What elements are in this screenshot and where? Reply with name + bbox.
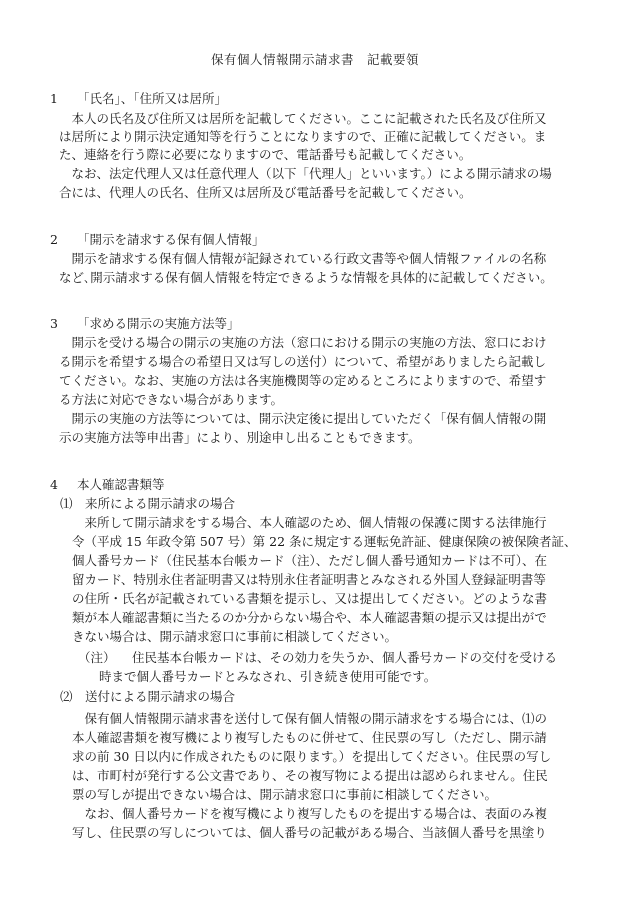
section-1-line: 合には、代理人の氏名、住所又は居所及び電話番号を記載してください。 [59, 185, 472, 200]
subsection-2-line: 保有個人情報開示請求書を送付して保有個人情報の開示請求をする場合には、⑴の [72, 711, 548, 726]
subsection-1-marker: ⑴ [60, 496, 73, 511]
subsection-2-marker: ⑵ [60, 689, 73, 704]
subsection-1-heading: 来所による開示請求の場合 [85, 496, 236, 511]
section-1-line: は居所により開示決定通知等を行うことになりますので、正確に記載してください。ま [59, 129, 547, 144]
section-1-line: なお、法定代理人又は任意代理人（以下「代理人」といいます。）による開示請求の場 [59, 166, 552, 181]
subsection-2-line: 票の写しが提出できない場合は、開示請求窓口に事前に相談してください。 [72, 787, 498, 802]
section-1-line: た、連絡を行う際に必要になりますので、電話番号も記載してください。 [59, 147, 472, 162]
section-3-line: る方法に対応できない場合があります。 [59, 392, 284, 407]
section-1-heading: 「氏名」、「住所又は居所」 [77, 91, 228, 106]
note-label: （注） [78, 650, 116, 665]
subsection-2-line: は、市町村が発行する公文書であり、その複写物による提出は認められません。住民 [72, 768, 548, 783]
note-line: 時まで個人番号カードとみなされ、引き続き使用可能です。 [99, 669, 437, 684]
section-3-line: 開示を受ける場合の開示の実施の方法（窓口における開示の実施の方法、窓口におけ [59, 335, 547, 350]
section-1-line: 本人の氏名及び住所又は居所を記載してください。ここに記載された氏名及び住所又 [59, 111, 547, 126]
subsection-1-line: 類が本人確認書類に当たるのか分からない場合や、本人確認書類の提示又は提出がで [72, 610, 547, 625]
section-3-line: る開示を希望する場合の希望日又は写しの送付）について、希望がありましたら記載し [59, 354, 547, 369]
section-3-line: てください。なお、実施の方法は各実施機関等の定めるところによりますので、希望す [59, 373, 547, 388]
subsection-2-line: 写し、住民票の写しについては、個人番号の記載がある場合、当該個人番号を黒塗り [72, 825, 547, 840]
subsection-2-heading: 送付による開示請求の場合 [85, 689, 236, 704]
section-2-line: など､開示請求する保有個人情報を特定できるような情報を具体的に記載してください。 [59, 270, 553, 285]
section-3-heading: 「求める開示の実施方法等」 [77, 316, 240, 331]
subsection-2-line: 本人確認書類を複写機により複写したものに併せて、住民票の写し（ただし、開示請 [72, 730, 547, 745]
document-title: 保有個人情報開示請求書 記載要領 [210, 52, 419, 67]
subsection-2-line: なお、個人番号カードを複写機により複写したものを提出する場合は、表面のみ複 [72, 806, 548, 821]
subsection-1-line: 令（平成 15 年政令第 507 号）第 22 条に規定する運転免許証、健康保険の被保険者証、 [72, 534, 577, 549]
section-3-line: 開示の実施の方法等については、開示決定後に提出していただく「保有個人情報の開 [59, 411, 547, 426]
note-line: 住民基本台帳カードは、その効力を失うか、個人番号カードの交付を受ける [132, 650, 558, 665]
section-4-heading: 本人確認書類等 [77, 477, 165, 492]
section-2-line: 開示を請求する保有個人情報が記録されている行政文書等や個人情報ファイルの名称 [59, 251, 547, 266]
section-3-number: 3 [50, 316, 58, 331]
subsection-1-line: 個人番号カード（住民基本台帳カード（注）、ただし個人番号通知カードは不可）、在 [72, 553, 548, 568]
section-3-line: 示の実施方法等申出書」により、別途申し出ることもできます。 [59, 430, 421, 445]
section-2-number: 2 [50, 232, 58, 247]
subsection-1-line: の住所・氏名が記載されている書類を提示し、又は提出してください。どのような書 [72, 591, 548, 606]
section-4-number: 4 [50, 477, 58, 492]
subsection-1-line: 来所して開示請求をする場合、本人確認のため、個人情報の保護に関する法律施行 [72, 515, 547, 530]
section-1-number: 1 [50, 91, 58, 106]
section-2-heading: 「開示を請求する保有個人情報」 [77, 232, 265, 247]
subsection-1-line: きない場合は、開示請求窓口に事前に相談してください。 [72, 629, 398, 644]
subsection-1-line: 留カード、特別永住者証明書又は特別永住者証明書とみなされる外国人登録証明書等 [72, 572, 546, 587]
subsection-2-line: 求の前 30 日以内に作成されたものに限ります。）を提出してください。住民票の写し [72, 749, 552, 764]
